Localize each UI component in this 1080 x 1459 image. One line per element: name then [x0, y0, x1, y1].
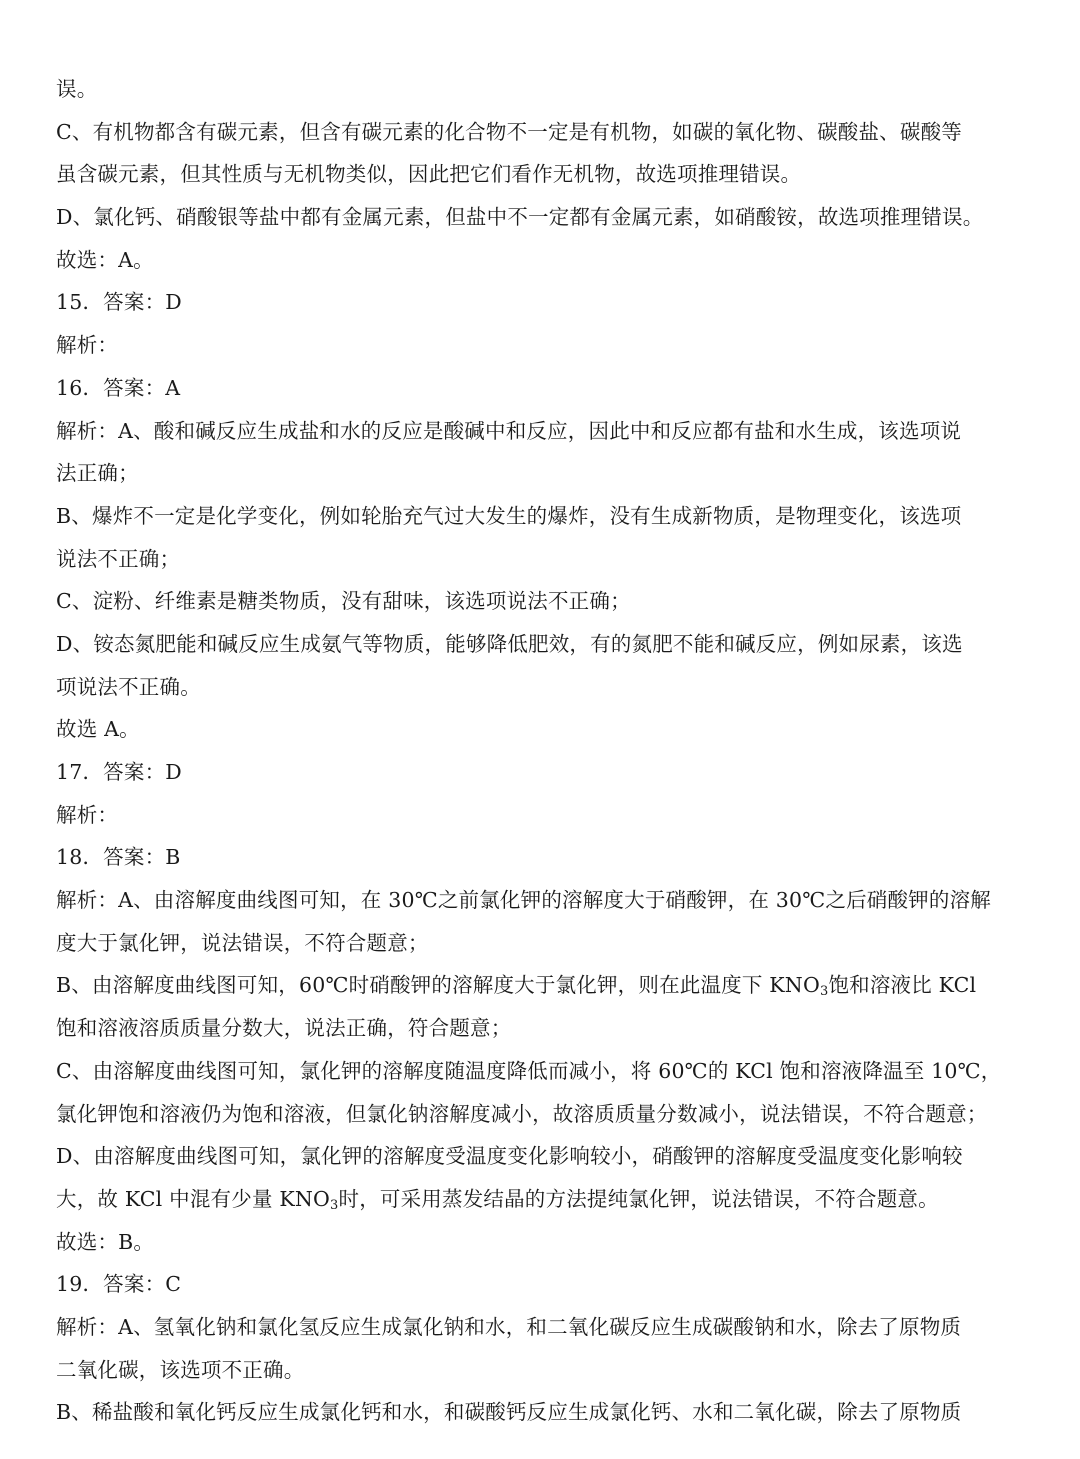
- text-line: 二氧化碳，该选项不正确。: [56, 1357, 305, 1382]
- text-line: C、由溶解度曲线图可知，氯化钾的溶解度随温度降低而减小，将 60℃的 KCl 饱和溶液降温至 10℃，: [56, 1058, 1002, 1083]
- text-line: 故选 A。: [56, 717, 140, 742]
- answer-16: 16．答案：A: [56, 375, 181, 400]
- answer-17: 17．答案：D: [56, 760, 182, 784]
- text-line: D、由溶解度曲线图可知，氯化钾的溶解度受温度变化影响较小，硝酸钾的溶解度受温度变化影响较: [56, 1144, 963, 1169]
- answer-18: 18．答案：B: [56, 845, 181, 870]
- text-line: 解析：A、氢氧化钠和氯化氢反应生成氯化钠和水，和二氧化碳反应生成碳酸钠和水，除去了原物质: [56, 1314, 962, 1339]
- text-line: D、铵态氮肥能和碱反应生成氨气等物质，能够降低肥效，有的氮肥不能和碱反应，例如尿素，该选: [56, 631, 963, 656]
- text-line-kno3-b: [56, 964, 1024, 1007]
- text-segment: 大，故 KCl 中混有少量 KNO: [56, 1186, 331, 1211]
- text-segment: B、由溶解度曲线图可知，60℃时硝酸钾的溶解度大于氯化钾，则在此温度下 KNO: [56, 973, 820, 998]
- text-line-kno3-d: [56, 1178, 1024, 1221]
- text-segment: 时，可采用蒸发结晶的方法提纯氯化钾，说法错误，不符合题意。: [338, 1186, 939, 1211]
- text-line: 故选：A。: [56, 247, 154, 272]
- text-line: 解析：: [56, 333, 119, 358]
- text-line: 氯化钾饱和溶液仍为饱和溶液，但氯化钠溶解度减小，故溶质质量分数减小，说法错误，不符合题意；: [56, 1101, 988, 1126]
- text-line: 度大于氯化钾，说法错误，不符合题意；: [56, 930, 429, 955]
- text-line: C、淀粉、纤维素是糖类物质，没有甜味，该选项说法不正确；: [56, 589, 631, 614]
- subscript: 3: [819, 984, 829, 1000]
- text-line: 项说法不正确。: [56, 674, 201, 699]
- subscript: 3: [330, 1197, 339, 1213]
- answer-15: 15．答案：D: [56, 290, 182, 315]
- text-line: C、有机物都含有碳元素，但含有碳元素的化合物不一定是有机物，如碳的氧化物、碳酸盐、碳酸等: [56, 119, 962, 144]
- text-line: 法正确；: [56, 461, 139, 486]
- answer-19: 19．答案：C: [56, 1272, 182, 1297]
- text-segment: 饱和溶液比 KCl: [828, 973, 977, 998]
- text-line: 误。: [56, 77, 98, 101]
- text-line: B、稀盐酸和氧化钙反应生成氯化钙和水，和碳酸钙反应生成氯化钙、水和二氧化碳，除去了原物质: [56, 1400, 962, 1425]
- text-line: B、爆炸不一定是化学变化，例如轮胎充气过大发生的爆炸，没有生成新物质，是物理变化，该选项: [56, 503, 962, 528]
- text-line: 说法不正确；: [56, 546, 181, 571]
- text-line: 故选：B。: [56, 1229, 155, 1254]
- text-line: 虽含碳元素，但其性质与无机物类似，因此把它们看作无机物，故选项推理错误。: [56, 162, 802, 187]
- text-line: 解析：: [56, 802, 119, 827]
- text-line: D、氯化钙、硝酸银等盐中都有金属元素，但盐中不一定都有金属元素，如硝酸铵，故选项推理错误。: [56, 205, 984, 230]
- text-line: 饱和溶液溶质质量分数大，说法正确，符合题意；: [56, 1016, 512, 1041]
- text-line: 解析：A、酸和碱反应生成盐和水的反应是酸碱中和反应，因此中和反应都有盐和水生成，该选项说: [56, 418, 962, 443]
- answer-page: [56, 68, 1024, 1434]
- text-line: 解析：A、由溶解度曲线图可知，在 30℃之前氯化钾的溶解度大于硝酸钾，在 30℃之后硝酸钾的溶解: [56, 888, 991, 913]
